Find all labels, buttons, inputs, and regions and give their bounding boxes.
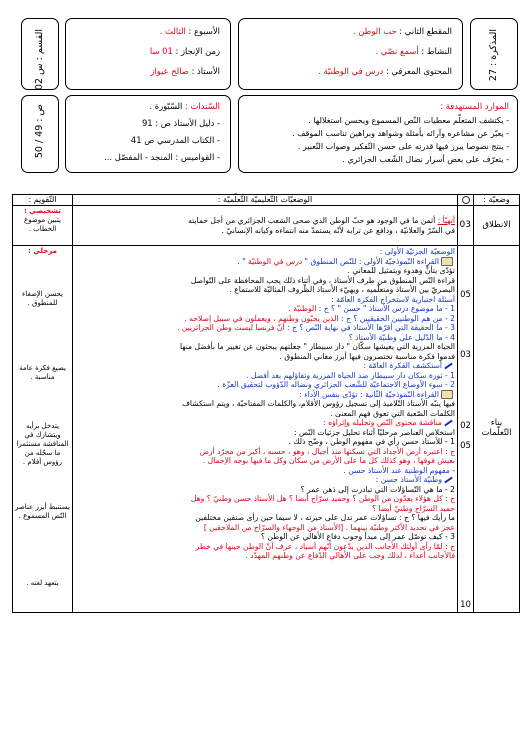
lesson-line-text: ما رأيك فيها ؟ ج : تساؤلات عمر تدل على حيرته ، لا سيما حين رأى صنفين مختلفين [195,513,455,522]
lesson-line-text: فالأجانب أعداء ، لذلك وجب على الأهالي الدّفاع عن وطنهم المهدّد . [245,551,455,560]
build-eval-3: يتدخل برأيه ويتشارك في المناقشة مستثمرا ما سجّله من رؤوس أقلام . [16,422,69,466]
lesson-line [75,333,455,343]
class-box [21,18,59,90]
lesson-line [75,418,455,428]
lesson-line-text: القراءة النّموذجيّة الثّانية : تؤدّى بنفس الأداء : [299,389,439,399]
header-steps: الوضعيّات التّعليميّة التّعلّميّة : [73,195,458,206]
pages-label: ص : 49 / 50 [34,104,45,159]
resources-line-1: - يكتشف المتعلّم معطيات النّص المسموع ويحسن استغلالها . [308,116,509,125]
supports-line-3: - القواميس : المنجد - المفصّل ... [104,152,220,162]
build-time-4: 05 [460,440,471,451]
lesson-line-text: أستكشف الفكرة العامّة : [363,361,442,370]
lesson-line [75,475,455,485]
lesson-line [75,257,455,267]
week-label: الأسبوع : [188,26,220,36]
header-time [458,195,474,206]
launch-lead: أتهيّأ : [437,216,455,225]
build-time-5: 10 [460,600,471,610]
lesson-line-text: الكلمات الصّعبة التي تعوق فهم المعنى . [330,408,455,418]
time-value: 01 سا [149,46,173,56]
lesson-line-text: 1 - للأستاذ حسن رأي في مفهوم الوطن ، وضّح ذلك . [288,437,455,446]
lesson-line-answer: أنّ فرنسا ليست وطن الجزائريين . [176,323,285,332]
lesson-line [75,371,455,381]
header-situation: وضعيّة : [474,195,520,206]
lesson-line-answer: الوطنيّة . [288,304,317,313]
lesson-line [75,295,455,305]
unit-value: حب الوطن . [352,26,397,36]
pen-icon [444,363,453,370]
class-label: القسم : س 02 [34,29,45,91]
resources-box [238,95,518,173]
lesson-line [75,551,455,561]
lesson-line-text: 2 - ما هي التّساؤلات التي تبادرت إلى ذهن عمر ؟ [300,484,455,494]
lesson-line [75,542,455,552]
lesson-line-text: وطنيّة الأستاذ حسن : [375,475,442,484]
lesson-line [75,466,455,476]
build-time-1: 05 [460,290,471,300]
lesson-line-text: فيها ينبّه الأستاذ التّلاميذ إلى تسجيل رؤوس الأقلام، والكلمات المفتاحيّة ، ويتم استكشاف [182,399,455,408]
launch-time: 03 [458,206,474,246]
content-label: المحتوى المعرفي : [385,66,452,76]
content-line [318,66,452,77]
launch-text-2: في السّرّ والعلانيّة ، ودافع عن ترابه لأنّه يستمدّ منه انتماءه وكيانه الإنسانيّ . [221,225,455,235]
teacher-value: صالح عيواز [150,66,189,76]
lesson-line [75,352,455,362]
supports-line-2: - الكتاب المدرسي ص 41 [130,135,220,145]
lesson-line-text: 4 - ما الدّليل على وطنيّة الأستاذ ؟ [348,332,455,342]
launch-eval-text: يتبين موضوع الخطاب . [24,216,61,233]
lesson-line-text: - مفهوم الوطنية عند الأستاذ حسن . [343,465,455,475]
lesson-line [75,314,455,324]
resources-title: الموارد المستهدفة : [440,101,509,111]
lesson-line [75,504,455,514]
lesson-line [75,523,455,533]
pages-box [21,95,59,173]
build-eval-5: يتعهد لغته . [26,579,59,587]
teacher-line [150,66,220,77]
lesson-line-tail: " . [237,256,248,266]
lesson-line-text: 2 - سوء الأوضاع الاجتماعيّة للشّعب الجزائري ونضاله الدّؤوب لتحقيق العزّة . [217,380,455,389]
activity-line [375,46,452,57]
lesson-line [75,399,455,409]
lesson-line-text: ج : لمّا رأى أولئك الأجانب الذين يدّعون أنّهم أسياد ، عرف أنّ الوطن حينها في خطر [195,541,455,551]
time-label: زمن الإنجاز : [175,46,220,56]
lesson-line-text: القراءة النّموذجيّة الأولى : للنّص المنطوق " [302,256,439,266]
supports-box [65,95,231,173]
lesson-line [75,494,455,504]
launch-eval [13,206,73,246]
lesson-line [75,513,455,523]
launch-row [13,206,520,246]
build-stage: بناء التّعلّمات [474,246,520,613]
supports-line-1: - دليل الأستاذ ص : 91 [141,118,220,128]
build-content [73,246,458,613]
resources-line-3: - ينتج نصوصا يبرز فيها قدرته على حسن التّفكير وصواب التّعبير . [297,142,509,151]
lesson-line-highlight: درس في الوطنيّة [247,256,303,266]
build-eval-title: مرحلي : [28,247,57,255]
lesson-line-text: مناقشة محتوى النّص وتحليله وإثراؤه : [323,418,442,427]
memo-box [470,18,518,90]
build-time-2: 03 [460,349,471,360]
supports-board: السّبّورة . [149,101,183,111]
launch-eval-title: تشخيصي : [24,207,61,215]
build-row [13,246,520,613]
lesson-line-text: 3 - ما الحقيقة التي أقرّها الأستاذ في نهاية النّص ؟ ج : [284,323,455,332]
lesson-line-text: حميد السرّاج وطنيّ أيضا ؟ [372,503,455,513]
lesson-line [75,380,455,390]
lesson-line [75,409,455,419]
unit-line [353,26,452,37]
lesson-line-text: أسئلة اختبارية لاستخراج الفكرة العامّة : [331,294,455,304]
lesson-line [75,285,455,295]
lesson-line-text: الوضعيّة الجزئيّة الأولى : [379,247,455,256]
book-icon [441,390,453,399]
clock-icon [462,196,470,204]
lesson-line [75,304,455,314]
lesson-line-text: استخلاص العناصر مرحليّا أثناء تحليل جزئيات النّص : [294,427,455,437]
activity-label: النشاط : [421,46,452,56]
build-time-3: 02 [460,421,471,431]
pen-icon [444,477,453,484]
lesson-line [75,428,455,438]
lesson-info-box [238,18,463,90]
week-line [160,26,220,37]
launch-content [73,206,458,246]
build-eval [13,246,73,613]
content-value: درس في الوطنيّة . [318,66,384,76]
lesson-line-text: 1 - ثورة سكان دار سبيطار ضد الحياة المزرية وتفاؤلهم بغد أفضل . [246,370,455,380]
lesson-line [75,447,455,457]
lesson-line [75,247,455,257]
lesson-line [75,342,455,352]
header-evaluation: التّقويم : [13,195,73,206]
lesson-line [75,323,455,333]
supports-title-line [149,101,220,112]
build-eval-2: يصيغ فكرة عامة مناسبة . [19,364,66,381]
lesson-line-text: قراءة النّص المنطوق من طرف الأستاذ ، وفي أثناء ذلك يجب المحافظة على التّواصل [190,275,455,285]
lesson-line-text: البصريّ بين الأستاذ ومتعلّميه ، ويهيّء الأستاذ الظّروف المثاليّة للاستماع . [229,285,455,294]
lesson-line-text: ج : اعتبره أرض الأجداد التي تسكنها منذ أجيال ، وهو ، حسبه ، أكبر من مجرّد أرض [199,446,455,456]
week-value: الثالث . [159,26,186,36]
lesson-line [75,437,455,447]
build-eval-4: يستنبط أبرز عناصر النّص المسموع . [15,503,70,520]
schedule-box [65,18,231,90]
lesson-table [12,194,520,613]
build-times [458,246,474,613]
lesson-line [75,266,455,276]
lesson-line [75,361,455,371]
lesson-line-text: ج : كل هؤلاء يعدّون من الوطن ؟ وحميد سرّاج أيضا ؟ هل الأستاذ حسن وطنيّ ؟ وهل [190,494,455,503]
lesson-line-text: عجز في تحديد الأكثر وطنيّة بينهما . [الأستاذ من الوجهاء والسرّاج من الملاحقين ] [203,522,455,532]
lesson-line [75,276,455,286]
lesson-line-text: فدموا فكرة مناسبة تختصرون فيها أبرز معاني المنطوق . [279,351,455,361]
lesson-line [75,390,455,400]
lesson-line [75,485,455,495]
unit-label: المقطع الثاني : [399,26,452,36]
lesson-line [75,456,455,466]
resources-line-4: - يتعرّف على بعض أسرار نضال الشّعب الجزائري . [342,155,509,164]
launch-stage: الانطلاق [474,206,520,246]
launch-text-1: أثمن ما في الوجود هو حبّ الوطن الذي ضحى الشعب الجزائري من أجل حمايته [188,216,438,225]
resources-line-2: - يعبّر عن مشاعره وآرائه بأمثلة وشواهد وبراهين تناسب الموقف . [292,129,509,138]
supports-title: السّندات : [185,101,220,111]
memo-label: المذكرة : 27 [488,29,499,82]
lesson-line-text: نعيش فوقها ، وهو كذلك كل ما على الأرض من سكان وكل ما فيها بوجه الإجمال . [202,456,455,465]
lesson-line-text: 1 - ما موضوع درس الأستاذ " حسن " ؟ ج : [316,304,455,313]
book-icon [441,257,453,266]
lesson-line-text: 3 - كيف توصّل عمر إلى مبدأ وجوب دفاع الأهالي عن الوطن ؟ [260,532,455,541]
lesson-line-text: 2 - من هم الوطنيين الحقيقيين ؟ ج : [338,313,455,323]
lesson-line-text: تؤدّى بتأنٍّ وهدوء وبتمثيل للمعاني . [347,266,455,275]
lesson-line-answer: الذين يحبّون وطنهم ، ويعملون في سبيل إصلاحه . [184,313,339,323]
time-line [150,46,220,57]
activity-value: أسمع نصّي . [375,46,419,56]
teacher-label: الأستاذ : [191,66,220,76]
lesson-line-text: الحياة المزرية التي يعيشها سكّان " دار سبيطار " جعلتهم يبحثون عن تغيير ما بأفضل منها [179,342,455,351]
table-header-row [13,195,520,206]
build-eval-1: يحسن الإصغاء للمنطوق . [22,290,63,307]
pen-icon [444,420,453,427]
lesson-line [75,532,455,542]
